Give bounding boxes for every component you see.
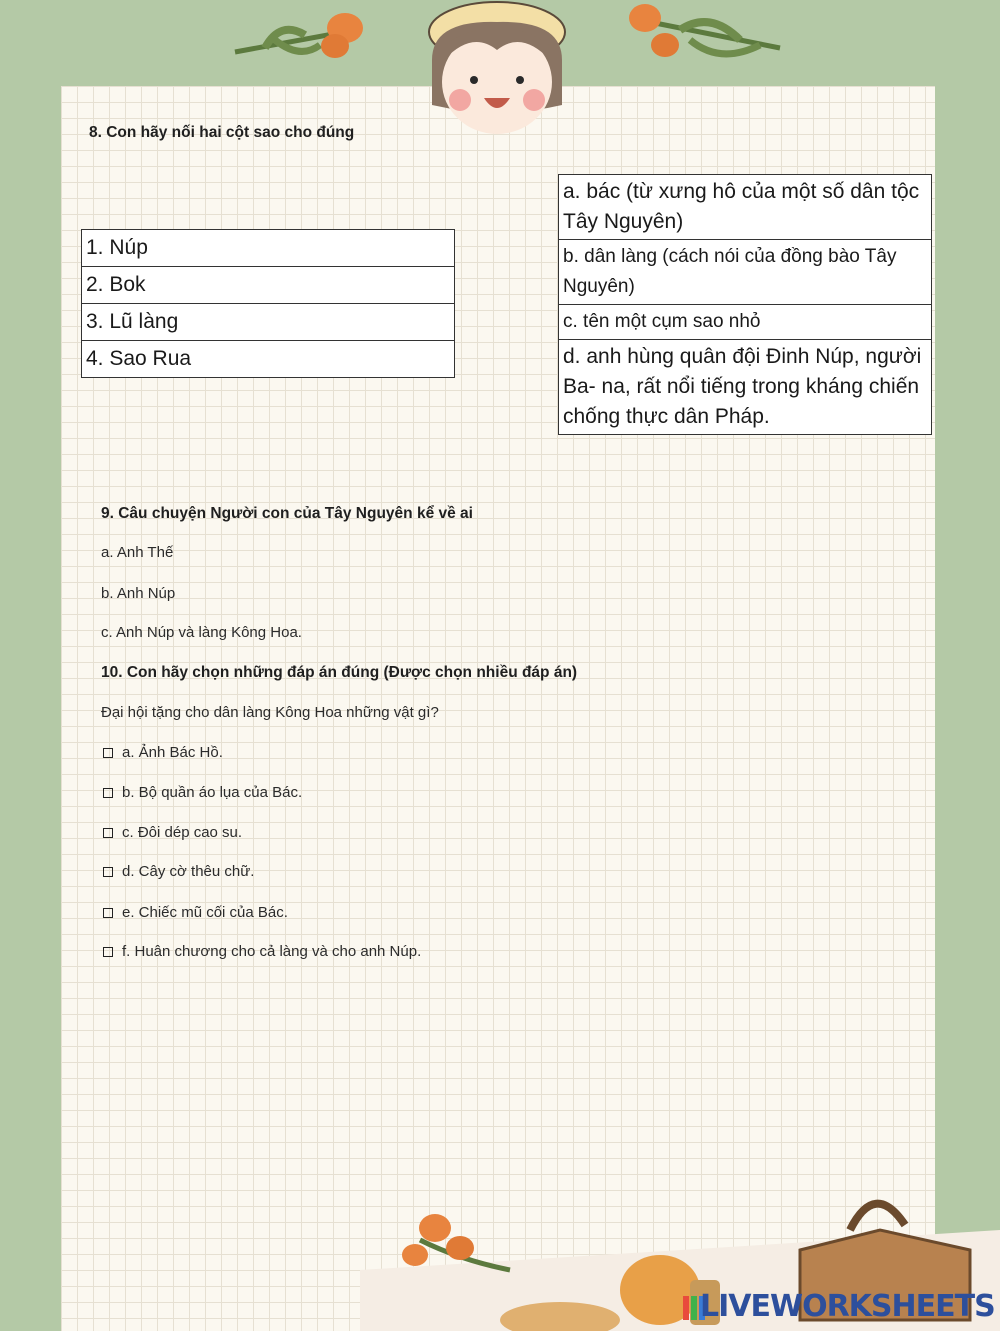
tulip-right-illustration [620,0,790,70]
checkbox-icon[interactable] [103,947,113,957]
right-item-a[interactable]: a. bác (từ xưng hô của một số dân tộc Tây Nguyên) [559,175,932,240]
q9-option-a[interactable]: a. Anh Thế [101,544,174,561]
left-item-2[interactable]: 2. Bok [82,267,455,304]
right-item-b[interactable]: b. dân làng (cách nói của đồng bào Tây Nguyên) [559,240,932,305]
question-9-title: 9. Câu chuyện Người con của Tây Nguyên kể về ai [101,505,473,522]
matching-left-column [81,229,455,378]
checkbox-icon[interactable] [103,748,113,758]
q10-option-c[interactable]: c. Đôi dép cao su. [103,824,242,841]
checkbox-icon[interactable] [103,908,113,918]
question-8-title: 8. Con hãy nối hai cột sao cho đúng [89,124,355,141]
q10-option-d[interactable]: d. Cây cờ thêu chữ. [103,863,254,880]
q9-option-c[interactable]: c. Anh Núp và làng Kông Hoa. [101,624,302,641]
liveworksheets-watermark: LIVEWORKSHEETS [700,1289,995,1324]
right-item-c[interactable]: c. tên một cụm sao nhỏ [559,305,932,340]
q10-option-b[interactable]: b. Bộ quần áo lụa của Bác. [103,784,302,801]
question-10-title: 10. Con hãy chọn những đáp án đúng (Được chọn nhiều đáp án) [101,664,578,681]
left-item-4[interactable]: 4. Sao Rua [82,341,455,378]
left-item-3[interactable]: 3. Lũ làng [82,304,455,341]
q10-option-e[interactable]: e. Chiếc mũ cối của Bác. [103,904,288,921]
right-item-d[interactable]: d. anh hùng quân đội Đinh Núp, người Ba- na, rất nổi tiếng trong kháng chiến chống thực dân Pháp. [559,340,932,435]
q10-option-a[interactable]: a. Ảnh Bác Hồ. [103,744,223,761]
q10-option-f[interactable]: f. Huân chương cho cả làng và cho anh Núp. [103,943,421,960]
q9-option-b[interactable]: b. Anh Núp [101,585,176,602]
question-10-prompt: Đại hội tặng cho dân làng Kông Hoa những vật gì? [101,704,439,721]
checkbox-icon[interactable] [103,788,113,798]
checkbox-icon[interactable] [103,828,113,838]
checkbox-icon[interactable] [103,867,113,877]
left-item-1[interactable]: 1. Núp [82,230,455,267]
girl-face-illustration [412,0,582,150]
matching-right-column [558,174,932,435]
tulip-left-illustration [225,0,365,70]
